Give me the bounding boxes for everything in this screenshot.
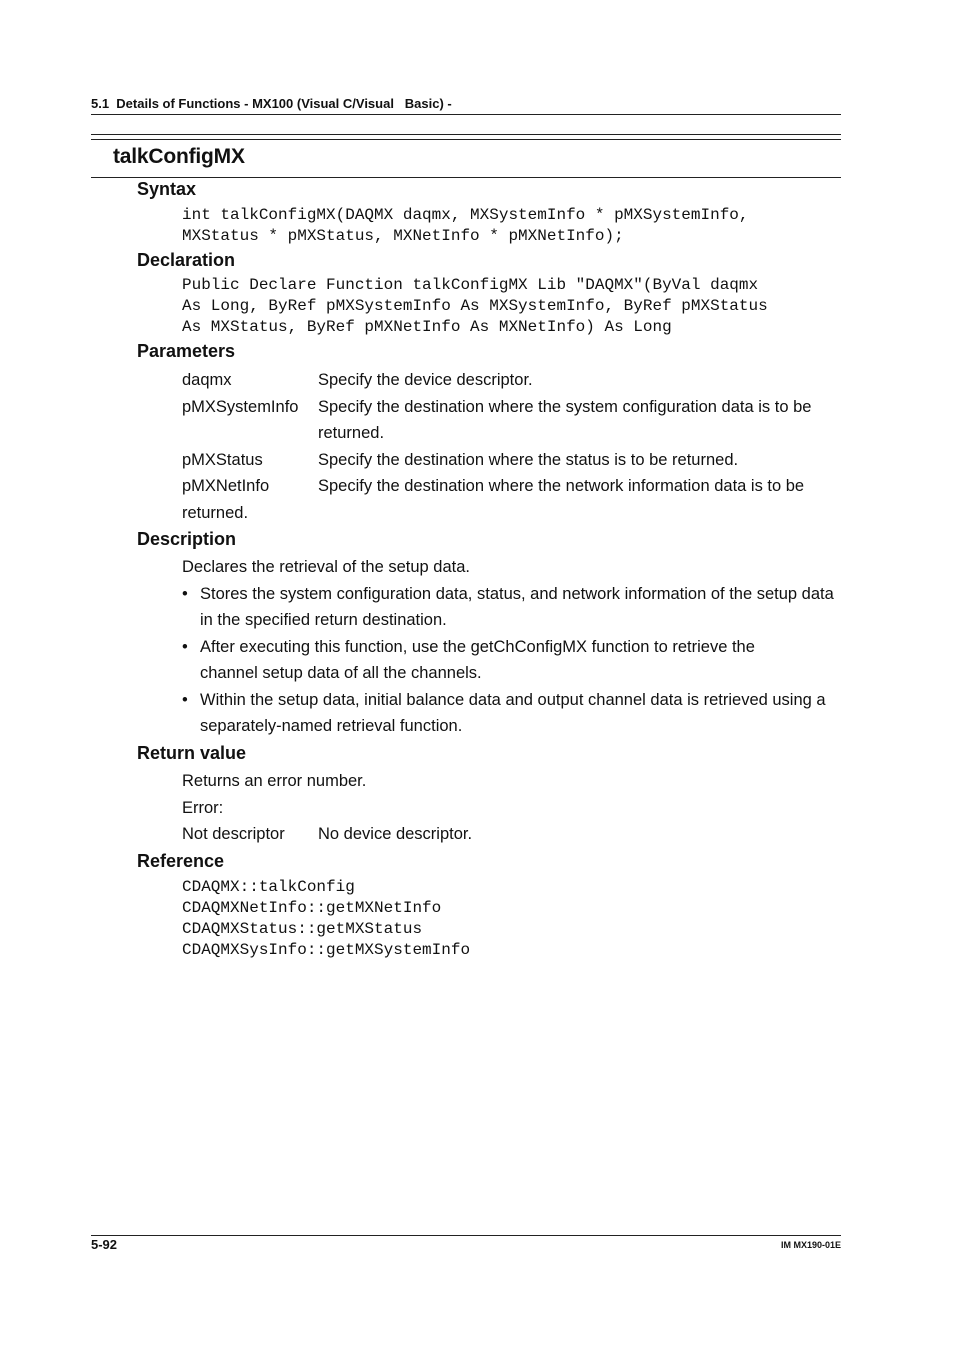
param-name: pMXStatus [182, 450, 263, 469]
bullet-text: Stores the system configuration data, status, and network information of the setup data in the specified return destination. [200, 584, 834, 629]
bullet-dot-icon: • [182, 637, 188, 656]
syntax-heading: Syntax [137, 179, 197, 199]
description-intro: Declares the retrieval of the setup data. [182, 558, 470, 576]
declaration-line: As MXStatus, ByRef pMXNetInfo As MXNetInfo) As Long [182, 318, 672, 336]
param-row [182, 394, 842, 447]
param-desc: Specify the destination where the network information data is to be [318, 477, 805, 495]
param-desc: Specify the destination where the system configuration data is to be returned. [318, 397, 812, 442]
description-heading: Description [137, 529, 237, 549]
param-row [182, 367, 842, 394]
reference-heading: Reference [137, 851, 225, 871]
bullet-dot-icon: • [182, 584, 188, 603]
param-desc: Specify the device descriptor. [318, 371, 533, 389]
page-number: 5-92 [91, 1237, 118, 1252]
return-line: Returns an error number. [182, 772, 367, 790]
error-label: Error: [182, 798, 224, 817]
description-body [182, 554, 840, 740]
reference-line: CDAQMXNetInfo::getMXNetInfo [182, 899, 442, 917]
param-desc-continuation: returned. [182, 503, 249, 522]
reference-line: CDAQMX::talkConfig [182, 878, 355, 896]
declaration-line: As Long, ByRef pMXSystemInfo As MXSystemInfo, ByRef pMXStatus [182, 297, 768, 315]
parameters-list [182, 367, 842, 526]
declaration-code [182, 275, 768, 338]
error-name: Not descriptor [182, 825, 285, 843]
return-value-body [182, 768, 842, 848]
title-rule-top-2 [91, 139, 841, 140]
param-row [182, 473, 842, 500]
reference-line: CDAQMXStatus::getMXStatus [182, 920, 423, 938]
title-rule-top-1 [91, 134, 841, 135]
param-desc: Specify the destination where the status is to be returned. [318, 450, 739, 469]
return-value-heading: Return value [137, 743, 247, 763]
header-rule [91, 114, 841, 115]
syntax-code [182, 205, 749, 247]
declaration-line: Public Declare Function talkConfigMX Lib "DAQMX"(ByVal daqmx [182, 276, 759, 294]
running-head: 5.1 Details of Functions - MX100 (Visual C/Visual Basic) - [91, 96, 452, 111]
param-name: pMXNetInfo [182, 477, 270, 495]
bullet-item [182, 687, 830, 740]
error-row [182, 821, 842, 848]
bullet-item [182, 634, 810, 687]
bullet-dot-icon: • [182, 690, 188, 709]
param-row-continuation [182, 500, 842, 527]
bullet-text: After executing this function, use the getChConfigMX function to retrieve the channel setup data of all the channels. [200, 637, 755, 682]
param-name: pMXSystemInfo [182, 397, 299, 416]
declaration-heading: Declaration [137, 250, 236, 270]
error-desc: No device descriptor. [318, 825, 473, 843]
footer-rule [91, 1235, 841, 1236]
title-rule-bottom [91, 177, 841, 178]
parameters-heading: Parameters [137, 341, 236, 361]
document-id: IM MX190-01E [780, 1240, 841, 1250]
reference-code [182, 877, 470, 961]
param-row [182, 447, 842, 474]
reference-line: CDAQMXSysInfo::getMXSystemInfo [182, 941, 471, 959]
syntax-line: int talkConfigMX(DAQMX daqmx, MXSystemInfo * pMXSystemInfo, [182, 206, 749, 224]
syntax-line: MXStatus * pMXStatus, MXNetInfo * pMXNetInfo); [182, 227, 624, 245]
bullet-item [182, 581, 840, 634]
function-title: talkConfigMX [113, 145, 245, 168]
bullet-text: Within the setup data, initial balance data and output channel data is retrieved using a separately-named retrieval function. [200, 690, 826, 735]
param-name: daqmx [182, 371, 232, 389]
